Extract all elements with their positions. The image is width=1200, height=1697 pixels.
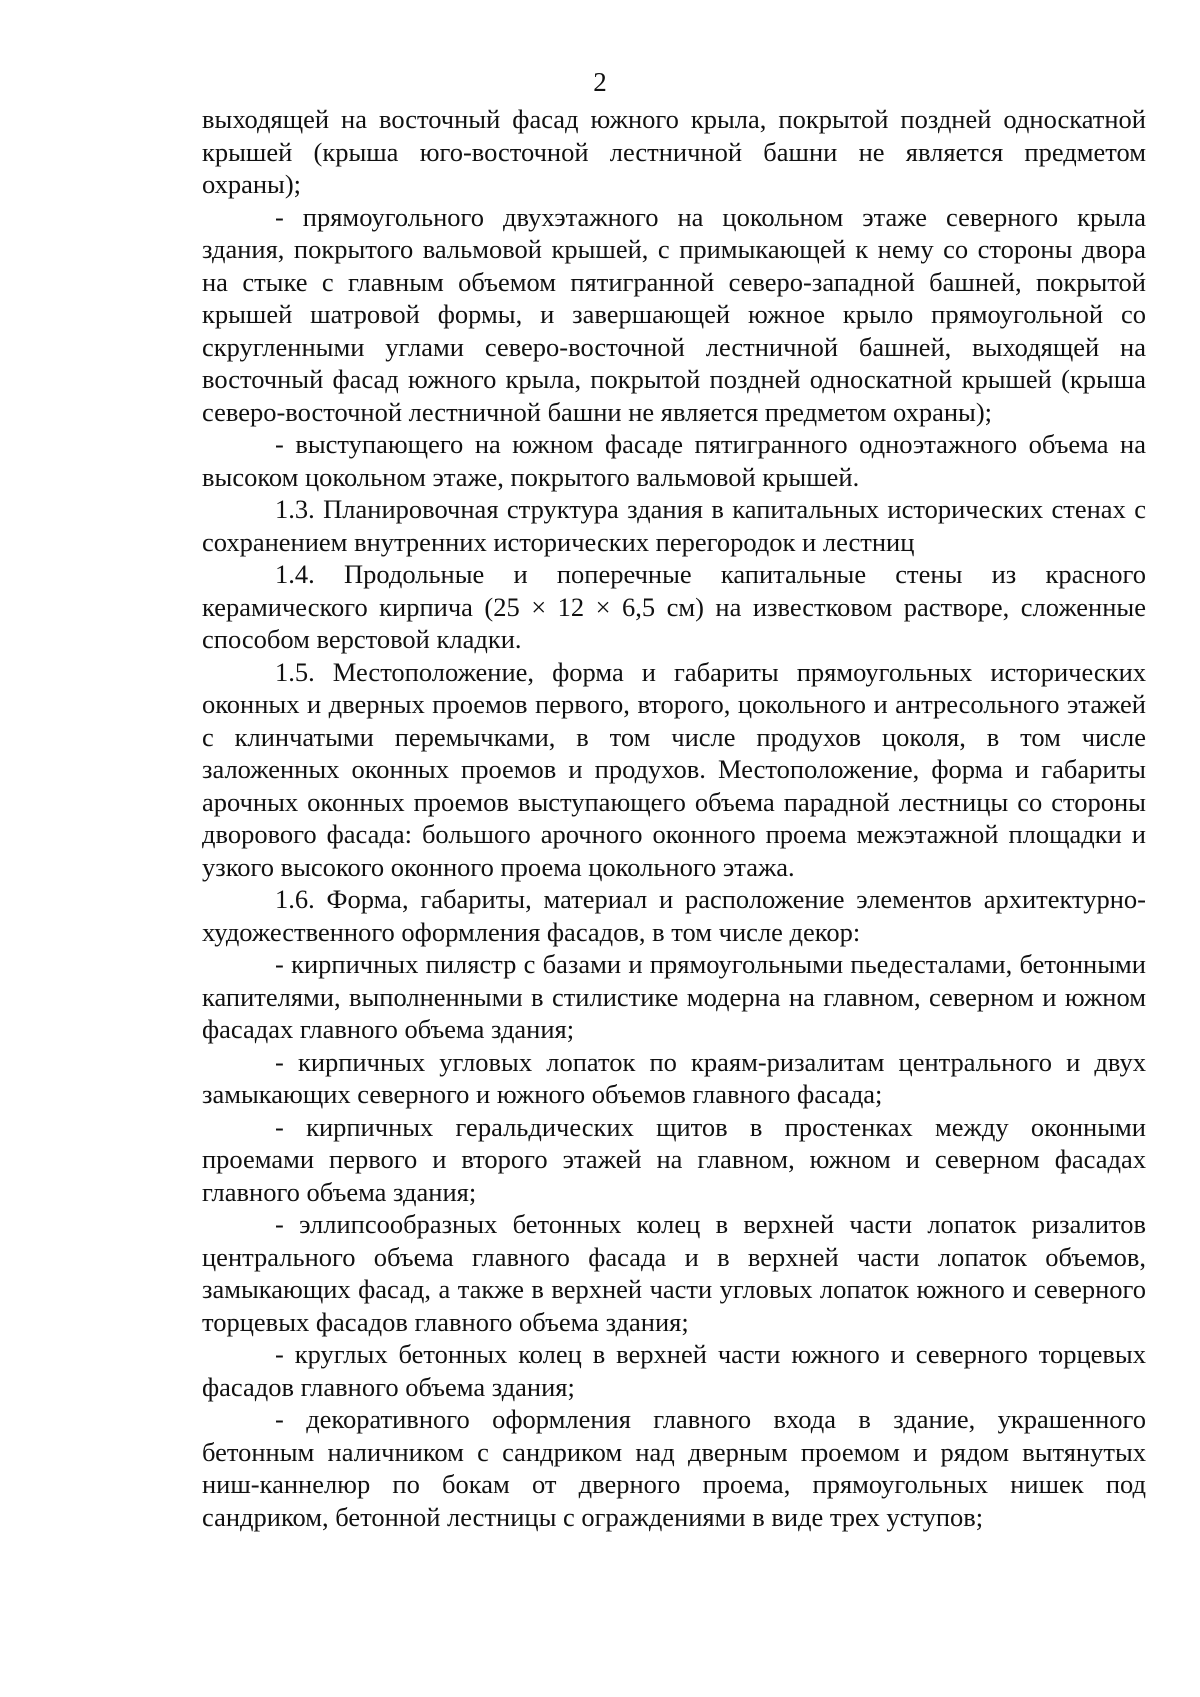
paragraph-1-3: 1.3. Планировочная структура здания в капитальных исторических стенах с сохранением внутренних исторических перегородок и лестниц [202, 494, 1146, 557]
list-item-corner-blades: - кирпичных угловых лопаток по краям-ризалитам центрального и двух замыкающих северного и южного объемов главного фасада; [202, 1046, 1146, 1109]
list-item-round-rings: - круглых бетонных колец в верхней части южного и северного торцевых фасадов главного объема здания; [202, 1339, 1146, 1402]
page-number: 2 [593, 67, 607, 97]
list-item-elliptical-rings: - эллипсообразных бетонных колец в верхней части лопаток ризалитов центрального объема главного фасада и в верхней части лопаток объемов, замыкающих фасад, а также в верхней части угловых лопаток южного и северного торцевых фасадов главного объема здания; [202, 1209, 1146, 1337]
paragraph-1-4: 1.4. Продольные и поперечные капитальные стены из красного керамического кирпича (25 × 12 × 6,5 см) на известковом растворе, сложенные способом верстовой кладки. [202, 559, 1146, 654]
list-item-pilasters: - кирпичных пилястр с базами и прямоугольными пьедесталами, бетонными капителями, выполненными в стилистике модерна на главном, северном и южном фасадах главного объема здания; [202, 949, 1146, 1044]
document-body [202, 103, 1146, 1533]
list-item-main-entrance: - декоративного оформления главного входа в здание, украшенного бетонным наличником с сандриком над дверным проемом и рядом вытянутых ниш-каннелюр по бокам от дверного проема, прямоугольных нишек под сандриком, бетонной лестницы с ограждениями в виде трех уступов; [202, 1404, 1146, 1532]
paragraph-1-5: 1.5. Местоположение, форма и габариты прямоугольных исторических оконных и дверных проемов первого, второго, цокольного и антресольного этажей с клинчатыми перемычками, в том числе продухов цоколя, в том числе заложенных оконных проемов и продухов. Местоположение, форма и габариты арочных оконных проемов выступающего объема парадной лестницы со стороны дворового фасада: большого арочного оконного проема межэтажной площадки и узкого высокого оконного проема цокольного этажа. [202, 656, 1146, 882]
paragraph-1-6: 1.6. Форма, габариты, материал и расположение элементов архитектурно-художественного оформления фасадов, в том числе декор: [202, 884, 1146, 947]
paragraph-continuation: выходящей на восточный фасад южного крыла, покрытой поздней односкатной крышей (крыша юго-восточной лестничной башни не является предметом охраны); [202, 104, 1146, 199]
paragraph-north-wing: - прямоугольного двухэтажного на цокольном этаже северного крыла здания, покрытого вальмовой крышей, с примыкающей к нему со стороны двора на стыке с главным объемом пятигранной северо-западной башней, покрытой крышей шатровой формы, и завершающей южное крыло прямоугольной со скругленными углами северо-восточной лестничной башней, выходящей на восточный фасад южного крыла, покрытой поздней односкатной крышей (крыша северо-восточной лестничной башни не является предметом охраны); [202, 201, 1146, 427]
list-item-heraldic-shields: - кирпичных геральдических щитов в простенках между оконными проемами первого и второго этажей на главном, южном и северном фасадах главного объема здания; [202, 1111, 1146, 1207]
paragraph-south-facade-volume: - выступающего на южном фасаде пятигранного одноэтажного объема на высоком цокольном этаже, покрытого вальмовой крышей. [202, 429, 1146, 492]
